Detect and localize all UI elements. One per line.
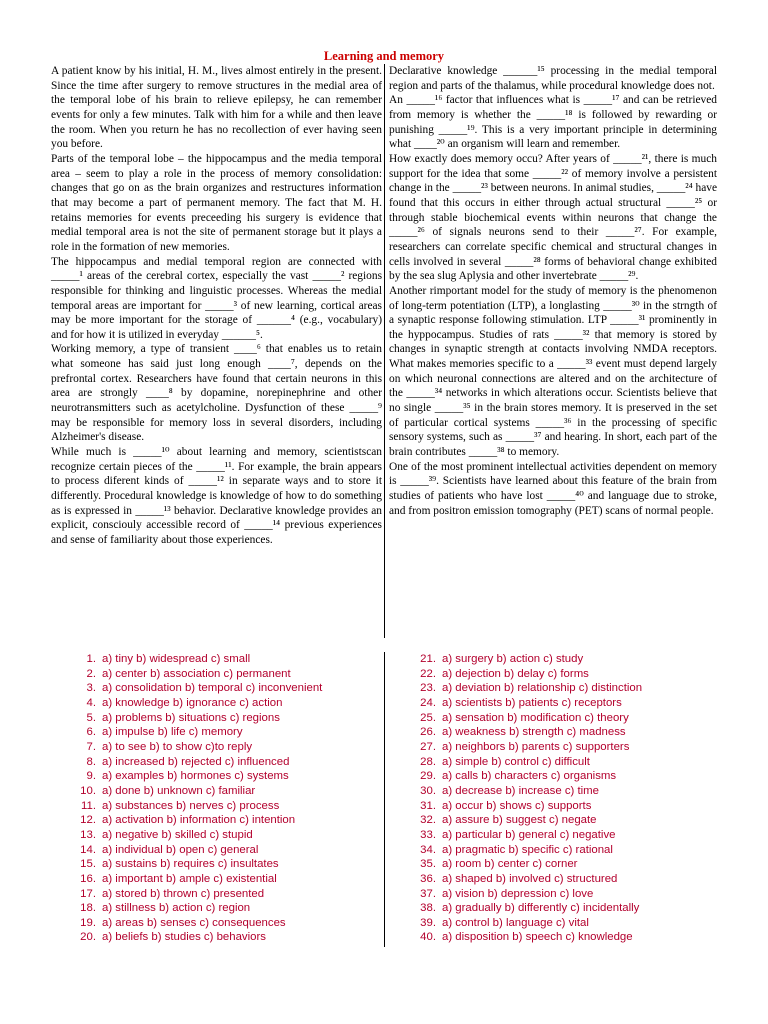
- option-number: 11.: [81, 799, 96, 812]
- option-choices: a) particular b) general c) negative: [442, 828, 616, 841]
- option-choices: a) vision b) depression c) love: [442, 887, 594, 900]
- paragraph: An _____¹⁶ factor that influences what is _____¹⁷ and can be retrieved from memory is whether the _____¹⁸ is followed by rewarding or punishing _____¹⁹. This is a very important principle in determining what ____²⁰ an organism will learn and remember.: [389, 94, 717, 151]
- option-number: 13.: [80, 828, 96, 841]
- option-number: 28.: [420, 755, 436, 768]
- option-choices: a) individual b) open c) general: [102, 843, 259, 856]
- option-choices: a) negative b) skilled c) stupid: [102, 828, 253, 841]
- option-number: 21.: [420, 653, 436, 665]
- option-item: [70, 711, 322, 726]
- column-divider: [384, 64, 385, 638]
- page-title: Learning and memory: [323, 49, 445, 63]
- option-choices: a) sustains b) requires c) insultates: [102, 858, 279, 871]
- option-choices: a) weakness b) strength c) madness: [442, 726, 626, 739]
- option-choices: a) assure b) suggest c) negate: [442, 814, 597, 827]
- option-number: 12.: [80, 814, 96, 827]
- option-number: 5.: [86, 711, 96, 724]
- option-item: [70, 887, 322, 902]
- option-choices: a) knowledge b) ignorance c) action: [102, 696, 283, 709]
- option-item: [410, 930, 642, 945]
- option-item: [410, 711, 642, 726]
- option-number: 17.: [80, 887, 96, 900]
- option-choices: a) done b) unknown c) familiar: [102, 784, 256, 797]
- option-choices: a) neighbors b) parents c) supporters: [442, 740, 630, 753]
- option-number: 3.: [86, 682, 96, 695]
- option-item: [410, 755, 642, 770]
- option-choices: a) examples b) hormones c) systems: [102, 770, 289, 783]
- option-number: 27.: [420, 740, 436, 753]
- option-choices: a) disposition b) speech c) knowledge: [442, 931, 633, 944]
- option-item: [410, 857, 642, 872]
- option-number: 24.: [420, 696, 436, 709]
- option-item: [410, 887, 642, 902]
- option-item: [70, 784, 322, 799]
- option-number: 36.: [420, 872, 436, 885]
- option-choices: a) scientists b) patients c) receptors: [442, 696, 622, 709]
- paragraph: One of the most prominent intellectual activities dependent on memory is _____³⁹. Scientists have learned about this feature of the brain from studies of patients who have lost _____⁴⁰ and language due to stroke, and from positron emission tomography (PET) scans of normal people.: [389, 460, 717, 517]
- option-number: 32.: [420, 814, 436, 827]
- option-item: [70, 755, 322, 770]
- option-item: [410, 813, 642, 828]
- paragraph: Parts of the temporal lobe – the hippocampus and the media temporal area – seem to play a role in the process of memory consolidation: changes that go on as the brain organizes and restructures information that may become a part of permanent memory. The fact that M. H. retains memories for events preceeding his surgery is evidence that medial temporal area is not the site of permanent storage but it plays a role in the formation of new memories.: [51, 152, 382, 253]
- option-choices: a) beliefs b) studies c) behaviors: [102, 931, 266, 944]
- option-choices: a) control b) language c) vital: [442, 916, 589, 929]
- option-item: [70, 799, 322, 814]
- option-choices: a) decrease b) increase c) time: [442, 784, 599, 797]
- option-number: 31.: [420, 799, 436, 812]
- option-item: [70, 740, 322, 755]
- option-item: [70, 667, 322, 682]
- option-item: [70, 725, 322, 740]
- option-choices: a) stored b) thrown c) presented: [102, 887, 265, 900]
- option-choices: a) activation b) information c) intention: [102, 814, 296, 827]
- option-choices: a) shaped b) involved c) structured: [442, 872, 618, 885]
- right-text-column: [389, 64, 717, 518]
- option-choices: a) deviation b) relationship c) distinction: [442, 682, 643, 695]
- paragraph: Another rimportant model for the study of memory is the phenomenon of long-term potentiation (LTP), a longlasting _____³⁰ in the strngth of a synaptic response following stimulation. LTP _____³¹ prominently in the hyppocampus. Studies of rats _____³² that memory is stored by changes in synaptic strength at contacts involving NMDA receptors. What makes memories specific to a _____³³ event must depend largely on which neuronal connections are altered and on the architecture of the _____³⁴ networks in which alterations occur. Scientists believe that no single _____³⁵ in the brain stores memory. It is preserved in the set of particular cortical systems _____³⁶ in the processing of specific sensory systems, such as _____³⁷ and hearing. In short, each part of the brain contributes _____³⁸ to memory.: [389, 284, 717, 459]
- option-item: [70, 872, 322, 887]
- option-choices: a) pragmatic b) specific c) rational: [442, 843, 613, 856]
- option-number: 33.: [420, 828, 436, 841]
- option-item: [70, 843, 322, 858]
- option-choices: a) impulse b) life c) memory: [102, 726, 243, 739]
- option-item: [410, 799, 642, 814]
- option-item: [410, 784, 642, 799]
- option-number: 39.: [420, 916, 436, 929]
- option-number: 20.: [80, 931, 96, 944]
- option-number: 30.: [420, 784, 436, 797]
- paragraph: Working memory, a type of transient ____⁶ that enables us to retain what someone has said just long enough ____⁷, depends on the prefrontal cortex. Researchers have found that certain neurons in this area are strongly ____⁸ by dopamine, norepinephrine and other neurotransmitters such as acetylcholine. Dysfunction of these _____⁹ may be responsible for memory loss in several disorders, including Alzheimer's disease.: [51, 343, 382, 444]
- option-item: [410, 740, 642, 755]
- option-number: 1.: [86, 653, 96, 665]
- options-list-left: [70, 652, 322, 945]
- option-item: [70, 916, 322, 931]
- option-item: [410, 828, 642, 843]
- option-item: [410, 872, 642, 887]
- option-number: 2.: [86, 667, 96, 680]
- option-item: [410, 916, 642, 931]
- paragraph: A patient know by his initial, H. M., lives almost entirely in the present. Since the time after surgery to remove structures in the medial area of the temporal lobe of his brain to relieve epilepsy, he can remember events for only a few minutes. Talk with him for a while and then leave the room. When you return he has no recollection of ever having seen you before.: [51, 65, 382, 151]
- option-number: 10.: [80, 784, 96, 797]
- option-number: 15.: [80, 858, 96, 871]
- option-number: 23.: [420, 682, 436, 695]
- option-item: [410, 769, 642, 784]
- option-number: 14.: [80, 843, 96, 856]
- option-choices: a) sensation b) modification c) theory: [442, 711, 629, 724]
- option-number: 35.: [420, 858, 436, 871]
- option-item: [410, 725, 642, 740]
- option-choices: a) to see b) to show c)to reply: [102, 740, 253, 753]
- option-choices: a) calls b) characters c) organisms: [442, 770, 617, 783]
- option-item: [410, 652, 642, 667]
- options-list-right: [410, 652, 642, 945]
- paragraph: Declarative knowledge ______¹⁵ processing in the medial temporal region and parts of the thalamus, while procedural knowledge does not.: [389, 65, 717, 92]
- paragraph: The hippocampus and medial temporal region are connected with _____¹ areas of the cerebral cortex, especially the vast _____² regions responsible for thinking and linguistic processes. Whereas the medial temporal areas are important for _____³ of new learning, cortical areas may be more important for the storage of ______⁴ (e.g., vocabulary) and for how it is utilized in everyday ______⁵.: [51, 255, 382, 341]
- option-number: 6.: [86, 726, 96, 739]
- option-number: 7.: [86, 740, 96, 753]
- option-number: 38.: [420, 902, 436, 915]
- option-item: [70, 769, 322, 784]
- option-number: 18.: [80, 902, 96, 915]
- option-choices: a) important b) ample c) existential: [102, 872, 277, 885]
- option-number: 34.: [420, 843, 436, 856]
- option-number: 4.: [86, 696, 96, 709]
- option-choices: a) consolidation b) temporal c) inconvenient: [102, 682, 323, 695]
- option-number: 37.: [420, 887, 436, 900]
- option-item: [70, 652, 322, 667]
- option-item: [410, 843, 642, 858]
- option-choices: a) surgery b) action c) study: [442, 653, 584, 665]
- option-number: 16.: [80, 872, 96, 885]
- option-item: [70, 828, 322, 843]
- option-item: [410, 667, 642, 682]
- option-number: 22.: [420, 667, 436, 680]
- option-choices: a) increased b) rejected c) influenced: [102, 755, 290, 768]
- option-choices: a) stillness b) action c) region: [102, 902, 251, 915]
- option-item: [70, 681, 322, 696]
- options-divider: [384, 652, 385, 947]
- option-choices: a) problems b) situations c) regions: [102, 711, 280, 724]
- option-item: [70, 696, 322, 711]
- option-item: [70, 901, 322, 916]
- option-item: [410, 901, 642, 916]
- option-number: 40.: [420, 931, 436, 944]
- option-item: [70, 857, 322, 872]
- paragraph: How exactly does memory occu? After years of _____²¹, there is much support for the idea that some _____²² of memory involve a persistent change in the _____²³ between neurons. In animal studies, _____²⁴ have found that this occurs in either through actual structural _____²⁵ or through stable biochemical events within neurons that change the _____²⁶ of signals neurons send to their _____²⁷. For example, researchers can correlate specific chemical and structural changes in cells involved in several _____²⁸ forms of behavioral change exhibited by the sea slug Aplysia and other invertebrate _____²⁹.: [389, 152, 718, 283]
- option-number: 8.: [86, 755, 96, 768]
- option-choices: a) simple b) control c) difficult: [442, 755, 590, 768]
- option-number: 25.: [420, 711, 436, 724]
- option-choices: a) gradually b) differently c) incidentally: [442, 902, 640, 915]
- left-text-column: [51, 64, 382, 548]
- option-number: 29.: [420, 770, 436, 783]
- option-item: [70, 813, 322, 828]
- option-choices: a) room b) center c) corner: [442, 858, 578, 871]
- option-number: 9.: [86, 770, 96, 783]
- option-choices: a) center b) association c) permanent: [102, 667, 291, 680]
- option-item: [410, 681, 642, 696]
- paragraph: While much is _____¹⁰ about learning and memory, scientistscan recognize certain pieces of the _____¹¹. For example, the brain appears to process diferent kinds of _____¹² in separate ways and to store it differently. Procedural knowledge is knowledge of how to do something as is expressed in _____¹³ behavior. Declarative knowledge provides an explicit, consciouly accessible record of _____¹⁴ previous experiences and sense of familiarity about those experiences.: [51, 446, 382, 546]
- option-number: 26.: [420, 726, 436, 739]
- option-number: 19.: [80, 916, 96, 929]
- option-choices: a) dejection b) delay c) forms: [442, 667, 589, 680]
- option-choices: a) occur b) shows c) supports: [442, 799, 592, 812]
- option-item: [410, 696, 642, 711]
- option-choices: a) substances b) nerves c) process: [102, 799, 280, 812]
- option-choices: a) tiny b) widespread c) small: [102, 653, 251, 665]
- option-item: [70, 930, 322, 945]
- option-choices: a) areas b) senses c) consequences: [102, 916, 286, 929]
